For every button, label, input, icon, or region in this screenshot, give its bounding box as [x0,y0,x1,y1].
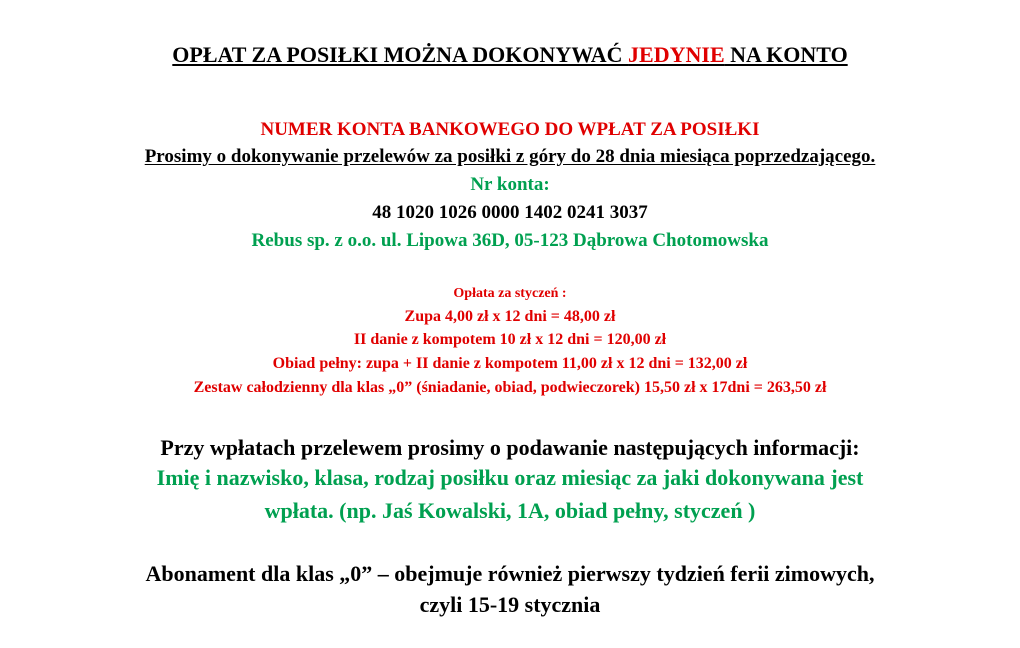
info-line: Imię i nazwisko, klasa, rodzaj posiłku oraz miesiąc za jaki dokonywana jest [156,465,864,490]
fee-item-soup: Zupa 4,00 zł x 12 dni = 48,00 zł [404,308,616,325]
fee-item-full-day-set: Zestaw całodzienny dla klas „0” (śniadanie, obiad, podwieczorek) 15,50 zł x 17dni = 263,50 zł [193,379,827,396]
account-label: Nr konta: [470,174,550,195]
info-heading: Przy wpłatach przelewem prosimy o podawanie następujących informacji: [160,435,860,460]
account-company: Rebus sp. z o.o. ul. Lipowa 36D, 05-123 Dąbrowa Chotomowska [251,230,769,251]
fee-item-full-lunch: Obiad pełny: zupa + II danie z kompotem 11,00 zł x 12 dni = 132,00 zł [272,355,748,372]
fee-item-main-course: II danie z kompotem 10 zł x 12 dni = 120,00 zł [353,331,667,348]
account-note [0,147,1020,166]
account-heading: NUMER KONTA BANKOWEGO DO WPŁAT ZA POSIŁKI [260,119,760,140]
payment-heading-text [172,42,847,67]
heading-before: OPŁAT ZA POSIŁKI MOŻNA DOKONYWAĆ [172,42,629,67]
heading-emphasis: JEDYNIE [628,42,725,67]
account-note-text: Prosimy o dokonywanie przelewów za posiłki z góry do 28 dnia miesiąca poprzedzającego. [144,146,876,167]
info-line: wpłata. (np. Jaś Kowalski, 1A, obiad pełny, styczeń ) [264,498,756,523]
fees-title: Opłata za styczeń : [453,286,567,301]
payment-heading [0,44,1020,66]
subscription-line: czyli 15-19 stycznia [419,592,601,617]
subscription-line: Abonament dla klas „0” – obejmuje również pierwszy tydzień ferii zimowych, [145,561,875,586]
heading-after: NA KONTO [724,42,848,67]
account-number: 48 1020 1026 0000 1402 0241 3037 [372,202,648,223]
